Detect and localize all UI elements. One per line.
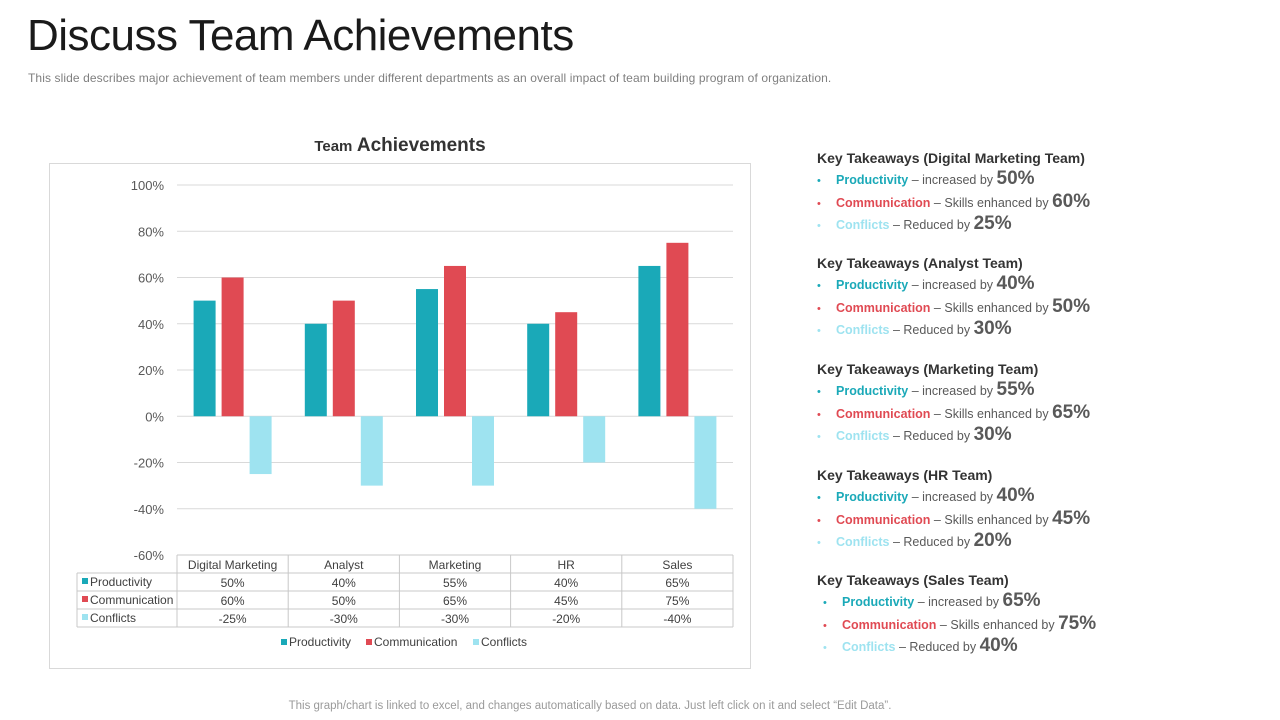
chart-title-main: Achievements [356,135,486,156]
data-label: 40% [554,576,579,590]
data-label: 75% [665,594,690,608]
takeaway-keyword: Productivity [836,278,909,292]
data-label: -40% [663,612,692,626]
chart-title-prefix: Team [314,138,353,155]
takeaway-keyword: Conflicts [842,640,896,654]
bar-productivity [527,324,549,417]
takeaway-text: – increased by [908,490,997,504]
y-tick-label: 60% [137,270,164,286]
bullet-icon: • [823,620,827,632]
y-tick-label: -20% [133,455,164,471]
takeaway-keyword: Communication [836,407,931,421]
takeaway-item [817,485,1035,507]
legend-entry: Communication [374,635,458,649]
bar-communication [444,266,466,416]
takeaway-item [817,168,1035,190]
bullet-icon: • [817,386,821,398]
takeaway-keyword: Productivity [836,384,909,398]
takeaway-keyword: Productivity [836,173,909,187]
data-label: -20% [552,612,581,626]
takeaway-item [817,508,1090,530]
data-label: 50% [220,576,245,590]
bullet-icon: • [817,175,821,187]
y-tick-label: 40% [137,316,164,332]
takeaway-item [817,530,1012,552]
bullet-icon: • [817,280,821,292]
bullet-icon: • [817,325,821,337]
bullet-icon: • [817,198,821,210]
takeaway-text: – Reduced by [889,323,974,337]
takeaway-keyword: Communication [836,301,931,315]
takeaway-keyword: Conflicts [836,535,890,549]
takeaway-percent: 40% [996,485,1035,506]
takeaway-percent: 40% [996,273,1035,294]
takeaway-item [817,402,1090,424]
bullet-icon: • [817,303,821,315]
bullet-icon: • [817,431,821,443]
bar-communication [555,312,577,416]
page-subtitle: This slide describes major achievement of team members under different departments as an overall impact of team building program of organization. [28,71,832,85]
takeaway-item [817,213,1012,235]
takeaway-keyword: Communication [836,196,931,210]
legend-swatch [281,639,287,645]
y-tick-label: 20% [137,363,164,378]
takeaway-group [817,361,1091,445]
data-label: 65% [442,594,468,608]
takeaway-item [817,318,1012,340]
takeaway-text: – Skills enhanced by [936,618,1059,632]
data-label: 40% [331,576,356,590]
takeaway-percent: 50% [1052,296,1091,317]
takeaway-text: – increased by [908,384,997,398]
takeaway-percent: 25% [973,213,1012,234]
legend-entry: Conflicts [481,635,528,649]
takeaway-group [817,467,1091,551]
bar-conflicts [583,416,605,462]
bar-productivity [305,324,327,417]
takeaway-percent: 45% [1052,508,1091,529]
takeaway-text: – Skills enhanced by [930,301,1053,315]
takeaway-text: – Reduced by [889,535,974,549]
y-tick-label: -40% [133,501,164,517]
takeaway-percent: 40% [979,635,1018,656]
takeaway-group [817,572,1097,656]
legend-entry: Productivity [289,635,352,649]
bar-productivity [638,266,660,416]
takeaway-item [823,613,1096,635]
y-tick-label: 80% [137,224,164,240]
takeaway-percent: 30% [973,318,1012,339]
data-label: -30% [440,612,470,626]
bar-conflicts [361,416,383,485]
y-tick-label: 0% [145,409,164,425]
takeaway-heading: Key Takeaways (HR Team) [817,467,993,483]
legend-swatch [473,639,479,645]
takeaway-group [817,150,1091,234]
takeaway-text: – increased by [908,278,997,292]
takeaway-percent: 50% [996,168,1035,189]
page-title: Discuss Team Achievements [27,11,574,60]
takeaway-percent: 60% [1052,191,1091,212]
footer-note: This graph/chart is linked to excel, and changes automatically based on data. Just left click on it and select “Edit Data”. [288,700,892,712]
takeaway-text: – Skills enhanced by [930,513,1053,527]
takeaway-percent: 20% [973,530,1012,551]
takeaway-text: – Skills enhanced by [930,407,1053,421]
category-label: Digital Marketing [187,558,278,572]
takeaway-item [823,635,1018,657]
takeaway-group [817,255,1091,339]
category-label: Sales [662,558,693,572]
bar-conflicts [694,416,716,509]
takeaway-heading: Key Takeaways (Marketing Team) [817,361,1039,377]
category-label: HR [557,558,575,572]
table-series-name: Conflicts [90,611,137,625]
takeaway-text: – Reduced by [889,429,974,443]
bar-conflicts [250,416,272,474]
bar-communication [222,278,244,417]
bullet-icon: • [817,537,821,549]
data-label: 50% [331,594,356,608]
takeaway-text: – increased by [908,173,997,187]
data-label: -30% [329,612,358,626]
takeaway-keyword: Productivity [836,490,909,504]
bullet-icon: • [817,492,821,504]
table-legend-key [82,578,88,584]
takeaway-item [823,590,1041,612]
takeaway-percent: 55% [996,379,1035,400]
category-label: Analyst [324,558,364,572]
takeaway-text: – Skills enhanced by [930,196,1053,210]
table-legend-key [82,614,88,620]
bar-conflicts [472,416,494,485]
data-label: 65% [665,576,690,590]
bar-communication [333,301,355,417]
takeaway-heading: Key Takeaways (Digital Marketing Team) [817,150,1085,166]
takeaway-keyword: Communication [836,513,931,527]
table-series-name: Communication [90,593,174,607]
takeaway-text: – increased by [914,595,1003,609]
takeaway-text: – Reduced by [895,640,980,654]
takeaway-heading: Key Takeaways (Analyst Team) [817,255,1023,271]
table-series-name: Productivity [90,575,153,589]
y-tick-label: -60% [133,548,164,563]
takeaway-keyword: Conflicts [836,429,890,443]
takeaway-percent: 65% [1002,590,1041,611]
bar-productivity [194,301,216,417]
bar-communication [666,243,688,416]
bullet-icon: • [817,515,821,527]
category-label: Marketing [428,558,482,572]
takeaway-item [817,273,1035,295]
takeaway-item [817,379,1035,401]
takeaway-item [817,424,1012,446]
bullet-icon: • [823,642,827,654]
legend-swatch [366,639,372,645]
takeaway-keyword: Conflicts [836,218,890,232]
takeaway-keyword: Productivity [842,595,915,609]
y-tick-label: 100% [130,178,164,193]
takeaway-percent: 65% [1052,402,1091,423]
data-label: 55% [442,576,468,590]
takeaway-keyword: Conflicts [836,323,890,337]
takeaway-percent: 30% [973,424,1012,445]
takeaway-percent: 75% [1058,613,1097,634]
takeaway-text: – Reduced by [889,218,974,232]
bullet-icon: • [817,409,821,421]
bullet-icon: • [823,597,827,609]
data-label: 45% [554,594,579,608]
bar-productivity [416,289,438,416]
bullet-icon: • [817,220,821,232]
takeaway-keyword: Communication [842,618,937,632]
table-legend-key [82,596,88,602]
data-label: 60% [220,594,245,608]
takeaway-item [817,296,1090,318]
takeaway-heading: Key Takeaways (Sales Team) [817,572,1009,588]
takeaway-item [817,191,1090,213]
data-label: -25% [218,612,247,626]
